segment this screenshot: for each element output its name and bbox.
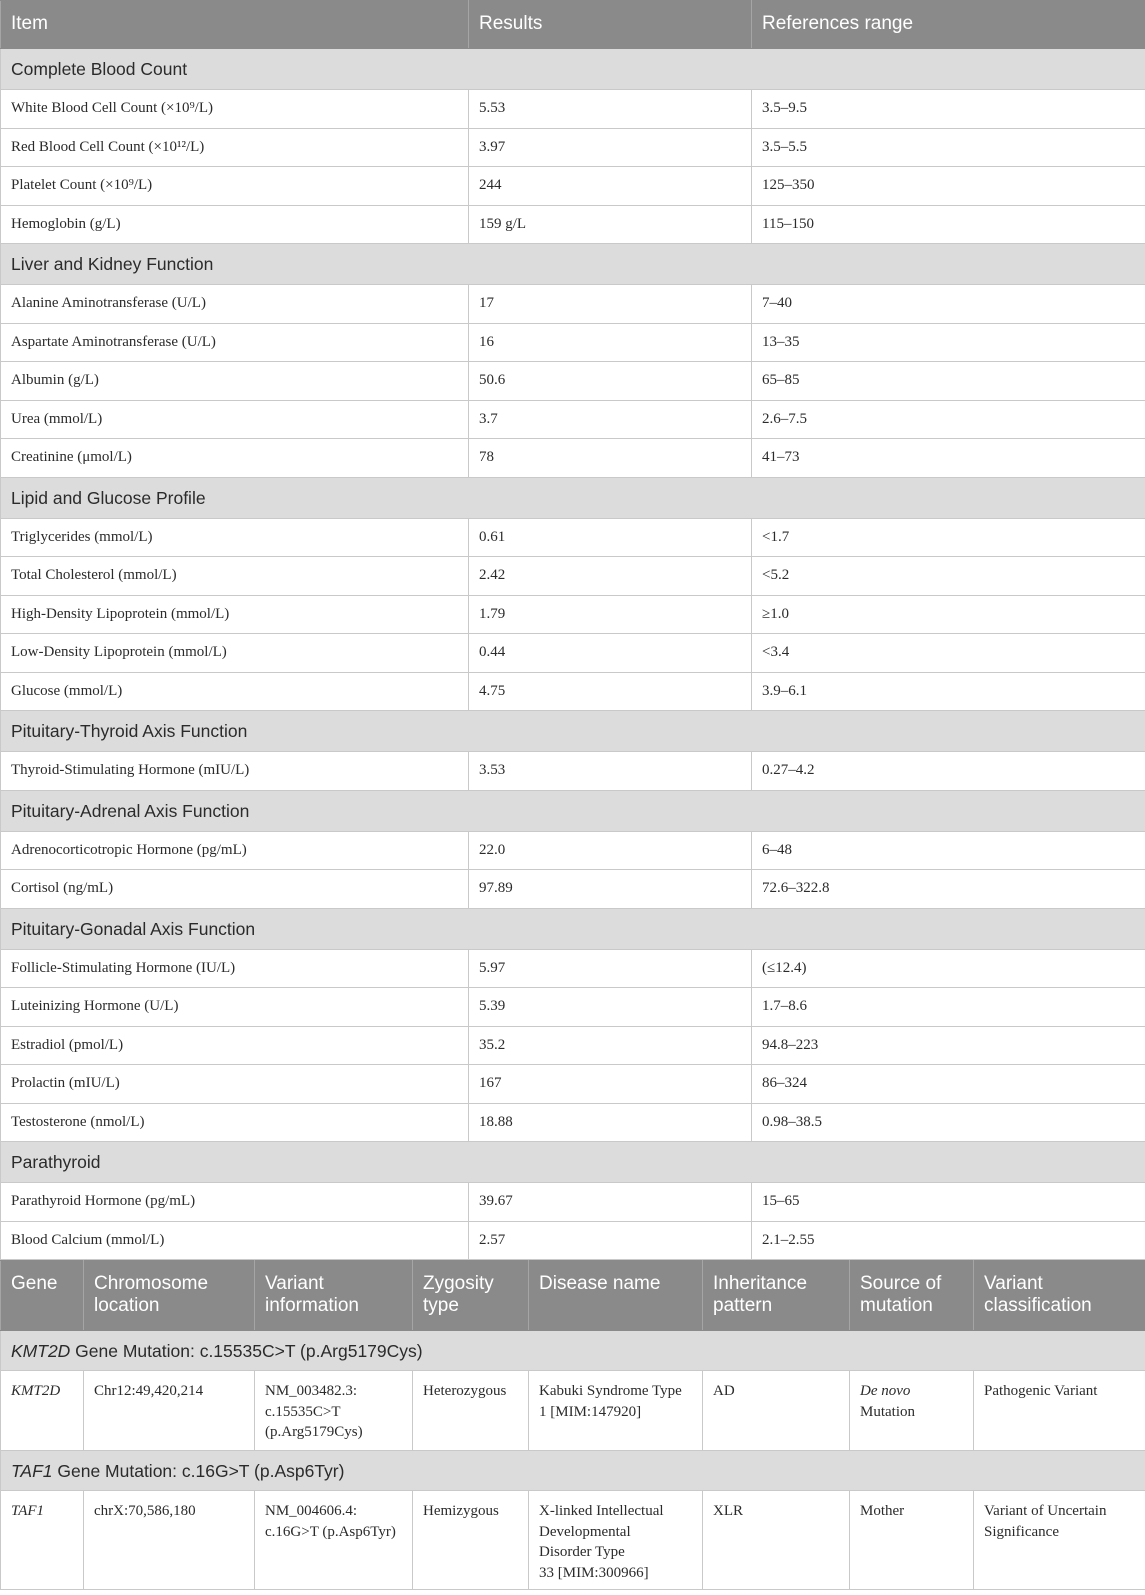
cell-item: Cortisol (ng/mL) (1, 870, 469, 909)
header-chromosome-location: Chromosome location (84, 1261, 255, 1331)
lab-section-row (1, 1142, 1145, 1183)
variant-line: NM_004606.4: (265, 1503, 358, 1519)
disease-line: 33 [MIM:300966] (539, 1564, 649, 1581)
cell-item: Prolactin (mIU/L) (1, 1065, 469, 1104)
cell-item: Low-Density Lipoprotein (mmol/L) (1, 634, 469, 673)
lab-result-row (1, 205, 1145, 244)
cell-reference-range: 94.8–223 (752, 1026, 1145, 1065)
cell-reference-range: 65–85 (752, 362, 1145, 401)
gene-section-gene: TAF1 (11, 1461, 53, 1481)
cell-result: 35.2 (469, 1026, 752, 1065)
cell-result: 50.6 (469, 362, 752, 401)
lab-result-row (1, 752, 1145, 791)
cell-result: 18.88 (469, 1103, 752, 1142)
gene-table-header-row (1, 1261, 1145, 1331)
variant-line: c.16G>T (p.Asp6Tyr) (265, 1523, 396, 1540)
cell-disease-name (529, 1491, 703, 1590)
header-zygosity-type: Zygosity type (413, 1261, 529, 1331)
cell-result: 244 (469, 167, 752, 206)
cell-item: Triglycerides (mmol/L) (1, 518, 469, 557)
cell-reference-range: 3.9–6.1 (752, 672, 1145, 711)
cell-reference-range: 13–35 (752, 323, 1145, 362)
cell-reference-range: 3.5–9.5 (752, 90, 1145, 129)
cell-inheritance-pattern: AD (703, 1371, 850, 1451)
lab-result-row (1, 128, 1145, 167)
cell-result: 5.53 (469, 90, 752, 129)
lab-section-row (1, 49, 1145, 90)
cell-reference-range: 15–65 (752, 1183, 1145, 1222)
cell-item: Follicle-Stimulating Hormone (IU/L) (1, 949, 469, 988)
cell-reference-range: ≥1.0 (752, 595, 1145, 634)
gene-section-row (1, 1331, 1145, 1371)
cell-result: 1.79 (469, 595, 752, 634)
cell-item: Glucose (mmol/L) (1, 672, 469, 711)
cell-chromosome-location: Chr12:49,420,214 (84, 1371, 255, 1451)
cell-variant-classification: Pathogenic Variant (974, 1371, 1145, 1451)
cell-reference-range: 0.98–38.5 (752, 1103, 1145, 1142)
lab-section-row (1, 908, 1145, 949)
header-gene: Gene (1, 1261, 84, 1331)
lab-section-title: Pituitary-Thyroid Axis Function (1, 711, 1145, 752)
cell-item: Estradiol (pmol/L) (1, 1026, 469, 1065)
lab-table-header-row (1, 1, 1145, 49)
lab-section-title: Parathyroid (1, 1142, 1145, 1183)
gene-mutation-table (0, 1260, 1145, 1590)
cell-gene: TAF1 (1, 1491, 84, 1590)
variant-line: NM_003482.3: (265, 1383, 358, 1399)
cell-result: 39.67 (469, 1183, 752, 1222)
cell-source-of-mutation: Mother (850, 1491, 974, 1590)
cell-reference-range: 125–350 (752, 167, 1145, 206)
header-results: Results (469, 1, 752, 49)
cell-reference-range: 6–48 (752, 831, 1145, 870)
lab-result-row (1, 1183, 1145, 1222)
cell-reference-range: 115–150 (752, 205, 1145, 244)
cell-result: 3.7 (469, 400, 752, 439)
cell-item: Urea (mmol/L) (1, 400, 469, 439)
cell-reference-range: 72.6–322.8 (752, 870, 1145, 909)
lab-result-row (1, 167, 1145, 206)
lab-result-row (1, 634, 1145, 673)
cell-reference-range: 1.7–8.6 (752, 988, 1145, 1027)
gene-section-title (1, 1451, 1145, 1491)
cell-result: 3.53 (469, 752, 752, 791)
lab-result-row (1, 1103, 1145, 1142)
cell-result: 4.75 (469, 672, 752, 711)
cell-result: 2.57 (469, 1221, 752, 1260)
cell-result: 159 g/L (469, 205, 752, 244)
source-text: Mutation (860, 1403, 915, 1420)
lab-result-row (1, 1026, 1145, 1065)
cell-item: Blood Calcium (mmol/L) (1, 1221, 469, 1260)
gene-section-title (1, 1331, 1145, 1371)
header-item: Item (1, 1, 469, 49)
cell-reference-range: 0.27–4.2 (752, 752, 1145, 791)
header-inheritance-pattern: Inheritance pattern (703, 1261, 850, 1331)
cell-chromosome-location: chrX:70,586,180 (84, 1491, 255, 1590)
cell-variant-information (255, 1371, 413, 1451)
lab-section-title: Liver and Kidney Function (1, 244, 1145, 285)
cell-reference-range: <5.2 (752, 557, 1145, 596)
gene-section-row (1, 1451, 1145, 1491)
gene-row (1, 1371, 1145, 1451)
cell-reference-range: <3.4 (752, 634, 1145, 673)
variant-line: c.15535C>T (265, 1403, 341, 1420)
gene-row (1, 1491, 1145, 1590)
cell-result: 16 (469, 323, 752, 362)
lab-section-title: Lipid and Glucose Profile (1, 477, 1145, 518)
cell-item: Testosterone (nmol/L) (1, 1103, 469, 1142)
lab-section-title: Pituitary-Gonadal Axis Function (1, 908, 1145, 949)
cell-reference-range: 41–73 (752, 439, 1145, 478)
cell-zygosity-type: Heterozygous (413, 1371, 529, 1451)
disease-line: Disorder Type (539, 1544, 625, 1560)
header-variant-information: Variant information (255, 1261, 413, 1331)
lab-result-row (1, 557, 1145, 596)
lab-result-row (1, 400, 1145, 439)
cell-variant-classification: Variant of Uncertain Significance (974, 1491, 1145, 1590)
cell-zygosity-type: Hemizygous (413, 1491, 529, 1590)
cell-result: 22.0 (469, 831, 752, 870)
cell-result: 0.44 (469, 634, 752, 673)
cell-result: 78 (469, 439, 752, 478)
lab-result-row (1, 362, 1145, 401)
cell-item: Luteinizing Hormone (U/L) (1, 988, 469, 1027)
disease-line: Kabuki Syndrome Type (539, 1383, 682, 1399)
lab-section-row (1, 244, 1145, 285)
cell-result: 5.97 (469, 949, 752, 988)
disease-line: X-linked Intellectual (539, 1503, 664, 1519)
lab-result-row (1, 672, 1145, 711)
lab-section-title: Pituitary-Adrenal Axis Function (1, 790, 1145, 831)
cell-reference-range: 2.1–2.55 (752, 1221, 1145, 1260)
lab-result-row (1, 285, 1145, 324)
header-references-range: References range (752, 1, 1145, 49)
gene-section-text: Gene Mutation: c.15535C>T (p.Arg5179Cys) (70, 1341, 423, 1361)
cell-source-of-mutation (850, 1371, 974, 1451)
cell-inheritance-pattern: XLR (703, 1491, 850, 1590)
cell-item: Albumin (g/L) (1, 362, 469, 401)
lab-section-row (1, 477, 1145, 518)
cell-reference-range: 3.5–5.5 (752, 128, 1145, 167)
lab-result-row (1, 831, 1145, 870)
disease-line: Developmental (539, 1523, 631, 1540)
cell-item: Adrenocorticotropic Hormone (pg/mL) (1, 831, 469, 870)
lab-section-title: Complete Blood Count (1, 49, 1145, 90)
cell-result: 5.39 (469, 988, 752, 1027)
source-italic: De novo (860, 1383, 911, 1399)
cell-reference-range: 86–324 (752, 1065, 1145, 1104)
lab-result-row (1, 439, 1145, 478)
cell-reference-range: <1.7 (752, 518, 1145, 557)
cell-item: Red Blood Cell Count (×10¹²/L) (1, 128, 469, 167)
lab-result-row (1, 90, 1145, 129)
cell-reference-range: 7–40 (752, 285, 1145, 324)
lab-result-row (1, 949, 1145, 988)
cell-result: 97.89 (469, 870, 752, 909)
cell-item: Creatinine (μmol/L) (1, 439, 469, 478)
cell-reference-range: (≤12.4) (752, 949, 1145, 988)
disease-line: 1 [MIM:147920] (539, 1403, 642, 1420)
header-source-of-mutation: Source of mutation (850, 1261, 974, 1331)
cell-result: 3.97 (469, 128, 752, 167)
variant-line: (p.Arg5179Cys) (265, 1424, 363, 1440)
cell-item: Total Cholesterol (mmol/L) (1, 557, 469, 596)
cell-variant-information (255, 1491, 413, 1590)
cell-result: 0.61 (469, 518, 752, 557)
cell-result: 2.42 (469, 557, 752, 596)
cell-gene: KMT2D (1, 1371, 84, 1451)
cell-item: Alanine Aminotransferase (U/L) (1, 285, 469, 324)
cell-item: White Blood Cell Count (×10⁹/L) (1, 90, 469, 129)
header-variant-classification: Variant classification (974, 1261, 1145, 1331)
lab-result-row (1, 518, 1145, 557)
gene-section-text: Gene Mutation: c.16G>T (p.Asp6Tyr) (52, 1461, 345, 1481)
cell-result: 167 (469, 1065, 752, 1104)
lab-result-row (1, 1221, 1145, 1260)
cell-item: Aspartate Aminotransferase (U/L) (1, 323, 469, 362)
header-disease-name: Disease name (529, 1261, 703, 1331)
lab-result-row (1, 988, 1145, 1027)
cell-item: Hemoglobin (g/L) (1, 205, 469, 244)
lab-result-row (1, 595, 1145, 634)
cell-item: Platelet Count (×10⁹/L) (1, 167, 469, 206)
lab-section-row (1, 790, 1145, 831)
cell-reference-range: 2.6–7.5 (752, 400, 1145, 439)
cell-result: 17 (469, 285, 752, 324)
cell-disease-name (529, 1371, 703, 1451)
lab-result-row (1, 323, 1145, 362)
cell-item: High-Density Lipoprotein (mmol/L) (1, 595, 469, 634)
lab-result-row (1, 870, 1145, 909)
cell-item: Thyroid-Stimulating Hormone (mIU/L) (1, 752, 469, 791)
lab-result-row (1, 1065, 1145, 1104)
lab-section-row (1, 711, 1145, 752)
cell-item: Parathyroid Hormone (pg/mL) (1, 1183, 469, 1222)
gene-section-gene: KMT2D (11, 1341, 71, 1361)
